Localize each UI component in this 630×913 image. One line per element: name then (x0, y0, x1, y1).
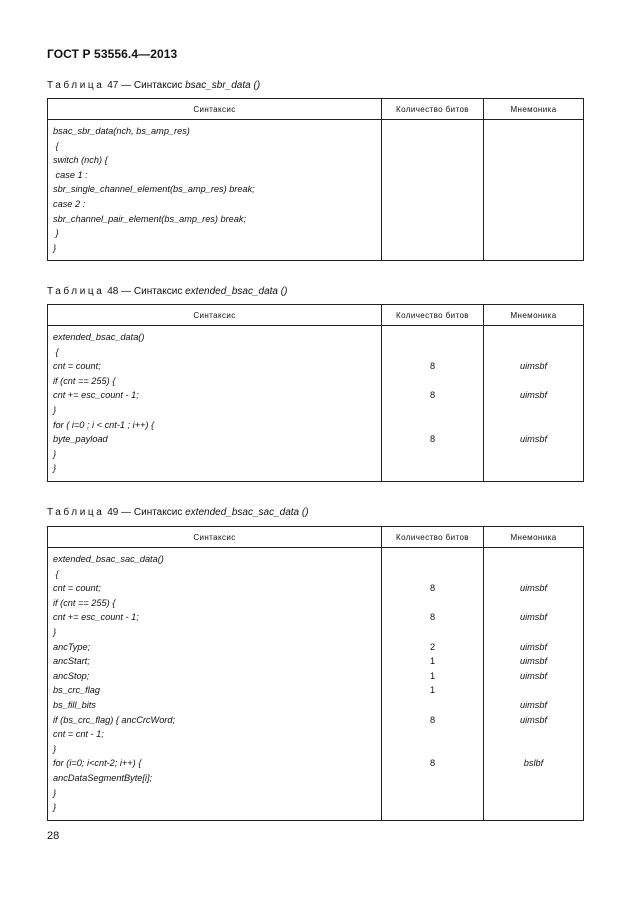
bit-count: 8 (429, 612, 436, 623)
mnemonic (484, 226, 583, 241)
bit-count (382, 567, 483, 582)
syntax-line: for ( i=0 ; i < cnt-1 ; i++) { (53, 419, 155, 430)
column-header-syntax: Синтаксис (48, 99, 382, 120)
bit-count (382, 226, 483, 241)
caption-number: 49 (107, 507, 119, 518)
bit-count (382, 447, 483, 462)
bit-count (382, 800, 483, 815)
bit-count (382, 197, 483, 212)
mnemonic (484, 447, 583, 462)
document-standard-number: ГОСТ Р 53556.4—2013 (47, 47, 178, 61)
syntax-table-48 (47, 304, 584, 482)
mnemonic: uimsbf (519, 390, 548, 401)
table-body-row (48, 326, 584, 482)
syntax-line: } (53, 802, 57, 813)
syntax-line: { (53, 568, 59, 579)
caption-function-name: extended_bsac_sac_data () (185, 507, 309, 518)
column-header-bits: Количество битов (382, 99, 484, 120)
syntax-line: if (bs_crc_flag) { ancCrcWord; (53, 714, 176, 725)
mnemonic: uimsbf (519, 656, 548, 667)
bit-count (382, 786, 483, 801)
mnemonic: uimsbf (519, 714, 548, 725)
syntax-column (48, 120, 382, 261)
syntax-line: byte_payload (53, 434, 108, 445)
mnemonic (484, 345, 583, 360)
bit-count (382, 330, 483, 345)
column-header-syntax: Синтаксис (48, 305, 382, 326)
mnemonic: uimsbf (519, 670, 548, 681)
bit-count: 8 (429, 434, 436, 445)
caption-word: Таблица (47, 286, 105, 297)
syntax-table-49 (47, 526, 584, 821)
caption-dash: — Синтаксис (121, 80, 183, 91)
syntax-line: case 1 : (53, 169, 88, 180)
bit-count: 8 (429, 361, 436, 372)
table-47-caption (47, 80, 260, 91)
syntax-line: case 2 : (53, 198, 86, 209)
syntax-line: bsac_sbr_data(nch, bs_amp_res) (53, 126, 190, 136)
syntax-column (48, 548, 382, 821)
bits-column (382, 120, 484, 261)
bit-count: 2 (429, 641, 436, 652)
bit-count (382, 403, 483, 418)
column-header-bits: Количество битов (382, 527, 484, 548)
bit-count: 8 (429, 714, 436, 725)
syntax-column (48, 326, 382, 482)
table-48-caption (47, 286, 287, 297)
table-body-row (48, 120, 584, 261)
bit-count: 8 (429, 583, 436, 594)
mnemonic (484, 139, 583, 154)
mnemonic-column (484, 120, 584, 261)
mnemonic (484, 168, 583, 183)
bit-count (382, 345, 483, 360)
mnemonic (484, 786, 583, 801)
mnemonic (484, 418, 583, 433)
mnemonic (484, 124, 583, 139)
bit-count (382, 552, 483, 567)
mnemonic (484, 212, 583, 227)
syntax-line: ancStop; (53, 670, 90, 681)
syntax-line: } (53, 228, 59, 239)
column-header-syntax: Синтаксис (48, 527, 382, 548)
caption-function-name: extended_bsac_data () (185, 286, 288, 297)
bit-count (382, 698, 483, 713)
mnemonic (484, 182, 583, 197)
syntax-line: } (53, 242, 57, 253)
syntax-line: } (53, 743, 57, 754)
syntax-line: } (53, 404, 57, 415)
column-header-mnemonic: Мнемоника (484, 99, 584, 120)
syntax-line: cnt = count; (53, 583, 101, 594)
caption-dash: — Синтаксис (121, 507, 183, 518)
mnemonic (484, 683, 583, 698)
table-49-caption (47, 507, 309, 518)
bit-count (382, 596, 483, 611)
mnemonic: uimsbf (519, 361, 548, 372)
syntax-line: sbr_channel_pair_element(bs_amp_res) break; (53, 213, 247, 224)
syntax-line: switch (nch) { (53, 155, 108, 166)
bit-count: 1 (429, 656, 436, 667)
mnemonic (484, 153, 583, 168)
mnemonic-column (484, 326, 584, 482)
mnemonic (484, 596, 583, 611)
mnemonic (484, 567, 583, 582)
syntax-line: if (cnt == 255) { (53, 597, 116, 608)
syntax-line: { (53, 346, 59, 357)
syntax-line: extended_bsac_data() (53, 332, 145, 342)
table-body-row (48, 548, 584, 821)
syntax-line: } (53, 448, 57, 459)
bit-count: 8 (429, 390, 436, 401)
mnemonic (484, 241, 583, 256)
mnemonic (484, 625, 583, 640)
mnemonic (484, 742, 583, 757)
bit-count (382, 374, 483, 389)
bit-count (382, 124, 483, 139)
mnemonic: uimsbf (519, 699, 548, 710)
caption-function-name: bsac_sbr_data () (185, 80, 261, 91)
bit-count (382, 212, 483, 227)
mnemonic: uimsbf (519, 434, 548, 445)
mnemonic: bslbf (523, 758, 544, 769)
mnemonic (484, 727, 583, 742)
syntax-line: } (53, 626, 57, 637)
syntax-line: bs_crc_flag (53, 685, 100, 696)
mnemonic (484, 403, 583, 418)
bit-count (382, 625, 483, 640)
syntax-line: ancDataSegmentByte[i]; (53, 772, 153, 783)
syntax-line: } (53, 463, 57, 474)
bits-column (382, 326, 484, 482)
bit-count (382, 771, 483, 786)
column-header-mnemonic: Мнемоника (484, 305, 584, 326)
bit-count (382, 182, 483, 197)
bit-count (382, 153, 483, 168)
mnemonic (484, 197, 583, 212)
bit-count (382, 241, 483, 256)
mnemonic (484, 374, 583, 389)
caption-dash: — Синтаксис (121, 286, 183, 297)
syntax-line: for (i=0; i<cnt-2; i++) { (53, 758, 142, 769)
bit-count: 1 (429, 685, 436, 696)
bit-count (382, 418, 483, 433)
mnemonic (484, 771, 583, 786)
syntax-line: extended_bsac_sac_data() (53, 554, 164, 564)
mnemonic (484, 800, 583, 815)
syntax-table-47 (47, 98, 584, 261)
syntax-line: sbr_single_channel_element(bs_amp_res) break; (53, 184, 255, 195)
mnemonic: uimsbf (519, 612, 548, 623)
column-header-bits: Количество битов (382, 305, 484, 326)
caption-word: Таблица (47, 80, 105, 91)
caption-number: 47 (107, 80, 119, 91)
mnemonic (484, 330, 583, 345)
caption-number: 48 (107, 286, 119, 297)
syntax-line: if (cnt == 255) { (53, 375, 116, 386)
syntax-line: } (53, 787, 57, 798)
column-header-mnemonic: Мнемоника (484, 527, 584, 548)
syntax-line: cnt = cnt - 1; (53, 729, 104, 740)
mnemonic: uimsbf (519, 641, 548, 652)
mnemonic (484, 461, 583, 476)
bits-column (382, 548, 484, 821)
syntax-line: ancType; (53, 641, 91, 652)
syntax-line: cnt += esc_count - 1; (53, 612, 139, 623)
mnemonic (484, 552, 583, 567)
syntax-line: { (53, 140, 59, 151)
bit-count: 8 (429, 758, 436, 769)
bit-count (382, 168, 483, 183)
syntax-line: cnt += esc_count - 1; (53, 390, 139, 401)
mnemonic: uimsbf (519, 583, 548, 594)
bit-count (382, 139, 483, 154)
syntax-line: cnt = count; (53, 361, 101, 372)
page-number: 28 (47, 830, 60, 842)
bit-count (382, 727, 483, 742)
bit-count: 1 (429, 670, 436, 681)
mnemonic-column (484, 548, 584, 821)
bit-count (382, 461, 483, 476)
caption-word: Таблица (47, 507, 105, 518)
bit-count (382, 742, 483, 757)
syntax-line: bs_fill_bits (53, 699, 96, 710)
syntax-line: ancStart; (53, 656, 90, 667)
